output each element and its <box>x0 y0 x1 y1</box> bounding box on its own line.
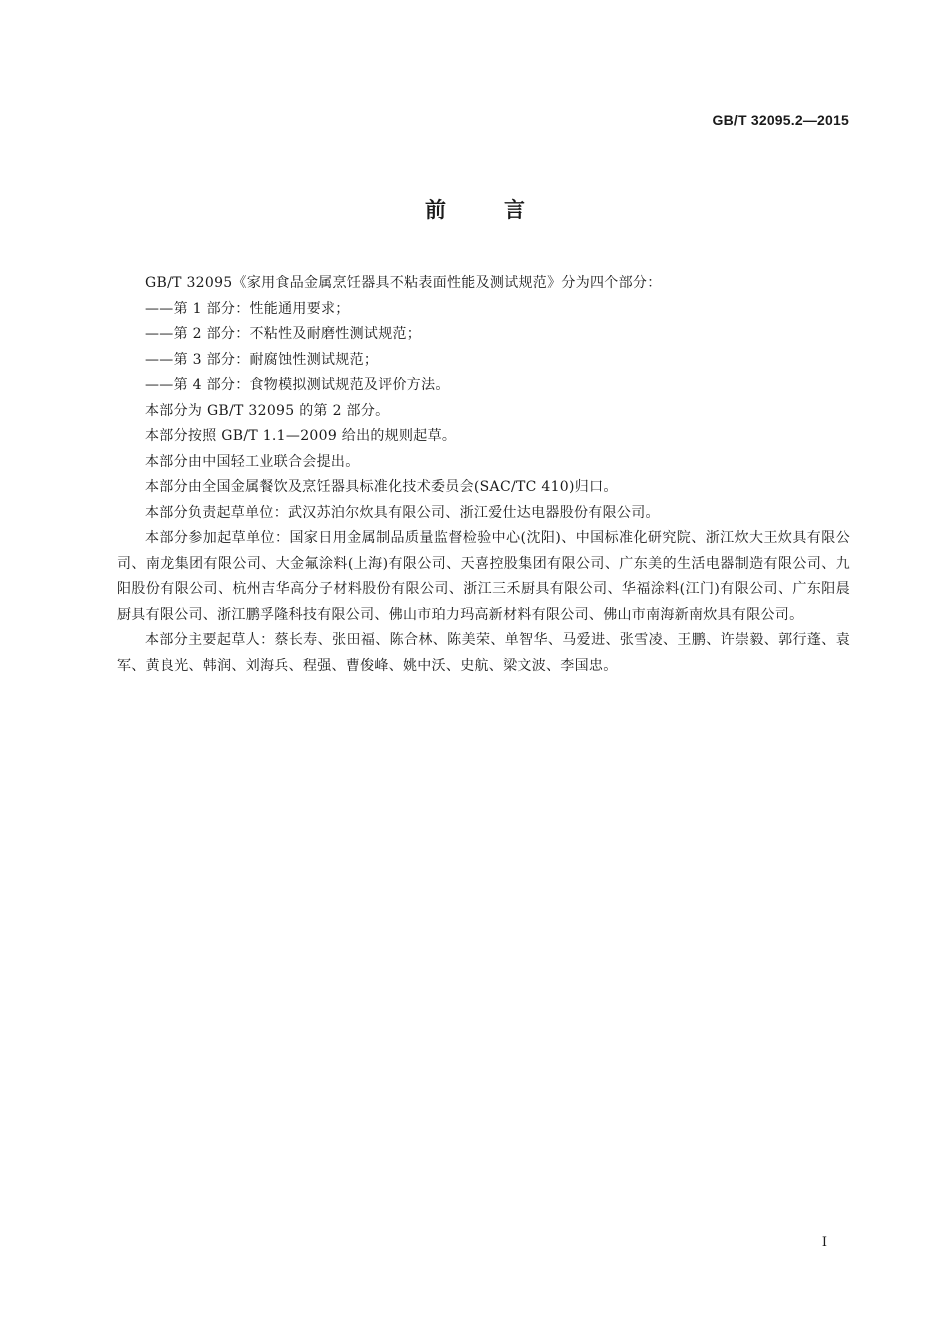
foreword-body <box>117 271 850 679</box>
paragraph: 本部分由中国轻工业联合会提出。 <box>145 453 360 470</box>
paragraph: ——第 2 部分：不粘性及耐磨性测试规范； <box>145 326 422 342</box>
paragraph: ——第 4 部分：食物模拟测试规范及评价方法。 <box>145 377 450 393</box>
paragraph: GB/T 32095《家用食品金属烹饪器具不粘表面性能及测试规范》分为四个部分： <box>145 275 662 291</box>
paragraph: 本部分负责起草单位：武汉苏泊尔炊具有限公司、浙江爱仕达电器股份有限公司。 <box>145 504 660 521</box>
standard-code: GB/T 32095.2—2015 <box>712 112 849 128</box>
paragraph: 本部分为 GB/T 32095 的第 2 部分。 <box>145 402 390 419</box>
paragraph: 本部分由全国金属餐饮及烹饪器具标准化技术委员会(SAC/TC 410)归口。 <box>145 479 618 495</box>
paragraph: 本部分主要起草人：蔡长寿、张田福、陈合林、陈美荣、单智华、马爱进、张雪凌、王鹏、许崇毅、郭行蓬、袁军、黄良光、韩润、刘海兵、程强、曹俊峰、姚中沃、史航、梁文波、李国忠。 <box>117 632 850 674</box>
page-number: I <box>821 1235 827 1250</box>
paragraph: ——第 3 部分：耐腐蚀性测试规范； <box>145 351 379 368</box>
page-title: 前言 <box>425 198 583 222</box>
paragraph: 本部分按照 GB/T 1.1—2009 给出的规则起草。 <box>145 428 457 444</box>
paragraph: ——第 1 部分：性能通用要求； <box>145 300 350 317</box>
paragraph: 本部分参加起草单位：国家日用金属制品质量监督检验中心(沈阳)、中国标准化研究院、浙江炊大王炊具有限公司、南龙集团有限公司、大金氟涂料(上海)有限公司、天喜控股集团有限公司、广东美的生活电器制造有限公司、九阳股份有限公司、杭州吉华高分子材料股份有限公司、浙江三禾厨具有限公司、华福涂料(江门)有限公司、广东阳晨厨具有限公司、浙江鹏孚隆科技有限公司、佛山市珀力玛高新材料有限公司、佛山市南海新南炊具有限公司。 <box>117 530 850 623</box>
